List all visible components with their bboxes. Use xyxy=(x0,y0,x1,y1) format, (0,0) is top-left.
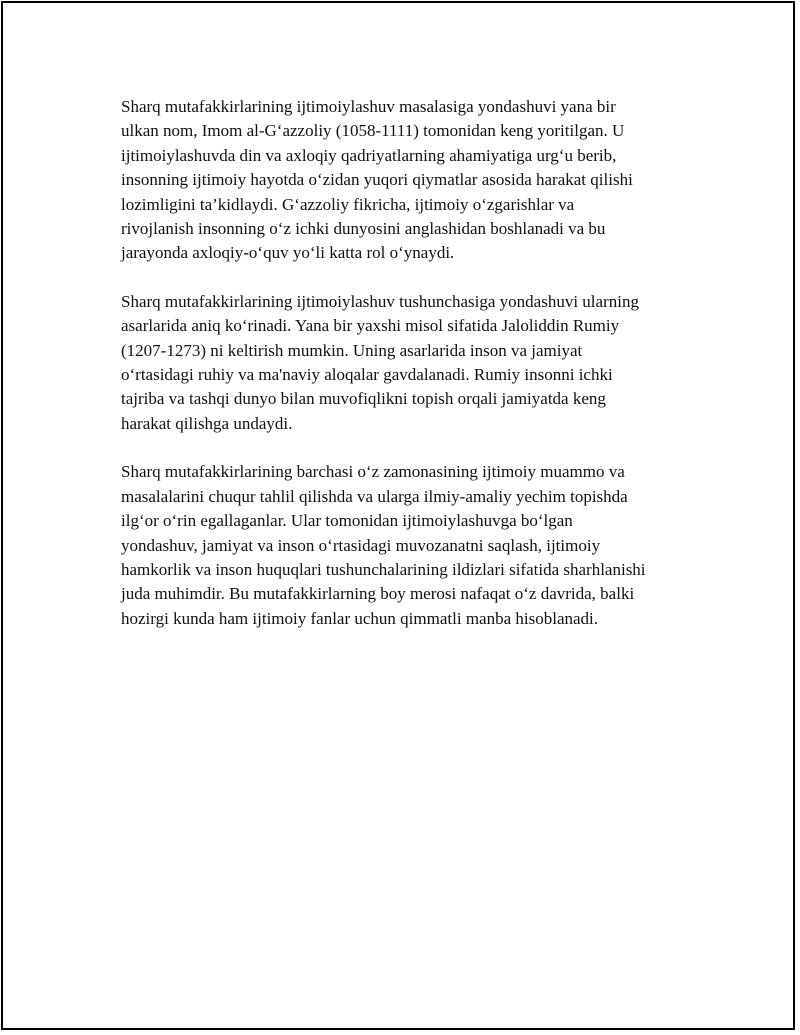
paragraph-rumiy: Sharq mutafakkirlarining ijtimoiylashuv tushunchasiga yondashuvi ularning asarlarida aniq ko‘rinadi. Yana bir yaxshi misol sifatida Jaloliddin Rumiy (1207-1273) ni keltirish mumkin. Uning asarlarida inson va jamiyat o‘rtasidagi ruhiy va ma'naviy aloqalar gavdalanadi. Rumiy insonni ichki tajriba va tashqi dunyo bilan muvofiqlikni topish orqali jamiyatda keng harakat qilishga undaydi. xyxy=(121,291,639,433)
paragraph-conclusion: Sharq mutafakkirlarining barchasi o‘z zamonasining ijtimoiy muammo va masalalarini chuqur tahlil qilishda va ularga ilmiy-amaliy yechim topishda ilg‘or o‘rin egallaganlar. Ular tomonidan ijtimoiylashuvga bo‘lgan yondashuv, jamiyat va inson o‘rtasidagi muvozanatni saqlash, ijtimoiy hamkorlik va inson huquqlari tushunchalarining ildizlari sifatida sharhlanishi juda muhimdir. Bu mutafakkirlarning boy merosi nafaqat o‘z davrida, balki hozirgi kunda ham ijtimoiy fanlar uchun qimmatli manba hisoblanadi. xyxy=(121,462,646,628)
document-page xyxy=(1,1,795,1030)
paragraph-al-gazzoliy: Sharq mutafakkirlarining ijtimoiylashuv masalasiga yondashuvi yana bir ulkan nom, Imom al-G‘azzoliy (1058-1111) tomonidan keng yoritilgan. U ijtimoiylashuvda din va axloqiy qadriyatlarning ahamiyatiga urg‘u berib, insonning ijtimoiy hayotda o‘zidan yuqori qiymatlar asosida harakat qilishi lozimligini ta’kidlaydi. G‘azzoliy fikricha, ijtimoiy o‘zgarishlar va rivojlanish insonning o‘z ichki dunyosini anglashidan boshlanadi va bu jarayonda axloqiy-o‘quv yo‘li katta rol o‘ynaydi. xyxy=(121,97,633,263)
document-body xyxy=(121,95,693,655)
